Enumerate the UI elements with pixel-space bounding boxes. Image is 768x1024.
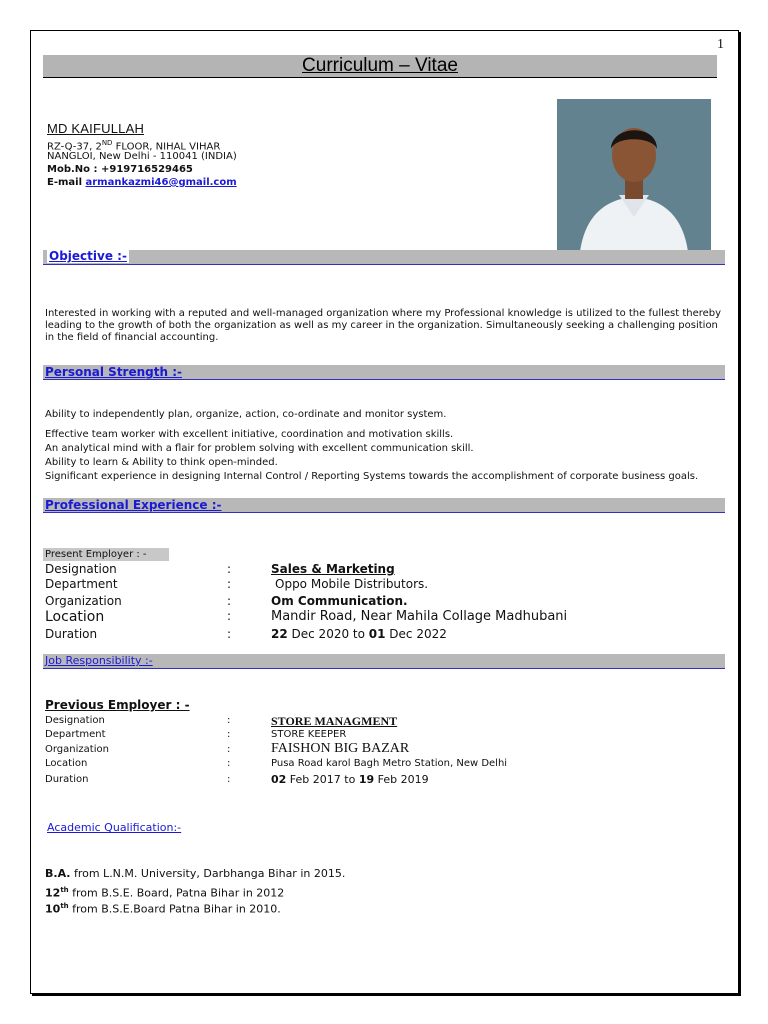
department-label: Department	[45, 729, 106, 740]
mobile-line	[47, 164, 193, 176]
strength-item: Effective team worker with excellent initiative, coordination and motivation skills.	[45, 429, 454, 440]
mobile-number: +919716529465	[100, 164, 193, 175]
duration-end-day: 19	[358, 773, 375, 786]
duration-start-day: 22	[271, 627, 288, 641]
department-label: Department	[45, 577, 118, 591]
objective-text: Interested in working with a reputed and well-managed organization where my Professional knowledge is utilized to the fullest thereby leading to the growth of both the organization as well as my career in the organization. Simultaneously seeking a challenging position in the field of financial accounting.	[45, 308, 722, 343]
designation-label: Designation	[45, 715, 105, 726]
person-photo-icon	[557, 99, 711, 263]
duration-value	[271, 627, 447, 641]
designation-value: STORE MANAGMENT	[271, 714, 398, 728]
strength-item: An analytical mind with a flair for problem solving with excellent communication skill.	[45, 443, 474, 454]
duration-text: Dec 2022	[385, 627, 447, 641]
academic-heading: Academic Qualification:-	[47, 821, 182, 834]
academic-item	[45, 866, 345, 882]
job-responsibility-heading: Job Responsibility :-	[45, 654, 153, 667]
colon: :	[227, 744, 231, 755]
profile-photo	[557, 99, 711, 263]
candidate-name: MD KAIFULLAH	[47, 121, 145, 136]
duration-start-day: 02	[271, 773, 287, 786]
page-title: Curriculum – Vitae	[302, 55, 458, 76]
colon: :	[227, 715, 231, 726]
experience-heading: Professional Experience :-	[45, 498, 222, 512]
qualification-text: from B.S.E.Board Patna Bihar in 2010.	[68, 902, 281, 916]
previous-employer-label: Previous Employer : -	[45, 698, 190, 712]
previous-department-row	[45, 728, 725, 742]
duration-text: Feb 2017 to	[286, 773, 359, 786]
location-value: Mandir Road, Near Mahila Collage Madhubani	[271, 609, 568, 624]
colon: :	[227, 562, 232, 576]
organization-label: Organization	[45, 744, 109, 755]
qualification-text: from L.N.M. University, Darbhanga Bihar in 2015.	[70, 867, 346, 880]
colon: :	[227, 774, 231, 785]
organization-label: Organization	[45, 594, 122, 608]
address-superscript: ND	[101, 139, 113, 147]
designation-value: Sales & Marketing	[271, 562, 395, 576]
previous-designation-row	[45, 714, 725, 728]
strength-item: Ability to independently plan, organize, action, co-ordinate and monitor system.	[45, 409, 447, 420]
colon: :	[227, 729, 231, 740]
department-value: STORE KEEPER	[271, 729, 347, 740]
duration-text: Feb 2019	[374, 773, 429, 786]
designation-label: Designation	[45, 562, 117, 576]
present-designation-row	[45, 562, 725, 576]
organization-value: Om Communication.	[271, 594, 408, 608]
resume-page	[30, 30, 739, 994]
academic-item	[45, 898, 281, 918]
address-text: RZ-Q-37, 2	[47, 141, 102, 153]
duration-end-day: 01	[368, 627, 386, 641]
title-bar	[43, 55, 717, 78]
strength-item: Ability to learn & Ability to think open-minded.	[45, 457, 278, 468]
colon: :	[227, 594, 232, 608]
organization-value: FAISHON BIG BAZAR	[271, 741, 410, 756]
address-line-2: NANGLOI, New Delhi - 110041 (INDIA)	[47, 151, 237, 162]
qualification-name: B.A.	[45, 867, 71, 880]
qualification-name: 12	[45, 886, 61, 900]
duration-text: Dec 2020 to	[287, 627, 369, 641]
location-value: Pusa Road karol Bagh Metro Station, New Delhi	[271, 758, 508, 769]
previous-duration-row	[45, 773, 725, 787]
location-label: Location	[45, 758, 88, 769]
department-value: Oppo Mobile Distributors.	[275, 577, 429, 591]
qualification-name: 10	[45, 902, 61, 916]
email-label: E-mail	[47, 177, 83, 188]
objective-bar	[43, 250, 725, 265]
duration-label: Duration	[45, 774, 89, 785]
colon: :	[227, 577, 232, 591]
colon: :	[227, 758, 231, 769]
address-text: FLOOR, NIHAL VIHAR	[112, 141, 221, 153]
previous-organization-row	[45, 741, 725, 755]
strength-item: Significant experience in designing Internal Control / Reporting Systems towards the accomplishment of corporate business goals.	[45, 471, 699, 482]
colon: :	[227, 627, 232, 641]
location-label: Location	[45, 609, 105, 625]
email-link[interactable]: armankazmi46@gmail.com	[85, 177, 237, 188]
colon: :	[227, 609, 232, 623]
qualification-superscript: th	[60, 886, 69, 894]
present-location-row	[45, 609, 725, 623]
duration-value	[271, 773, 429, 786]
qualification-text: from B.S.E. Board, Patna Bihar in 2012	[68, 886, 285, 900]
present-organization-row	[45, 594, 725, 608]
qualification-superscript: th	[60, 902, 69, 910]
duration-label: Duration	[45, 627, 98, 641]
mobile-label: Mob.No :	[47, 164, 98, 175]
present-duration-row	[45, 627, 725, 641]
email-line	[47, 177, 237, 189]
objective-heading: Objective :-	[49, 249, 127, 263]
present-department-row	[45, 577, 725, 591]
previous-location-row	[45, 757, 725, 771]
strength-heading: Personal Strength :-	[45, 365, 182, 379]
present-employer-label: Present Employer : -	[43, 548, 169, 561]
page-number: 1	[717, 37, 724, 52]
